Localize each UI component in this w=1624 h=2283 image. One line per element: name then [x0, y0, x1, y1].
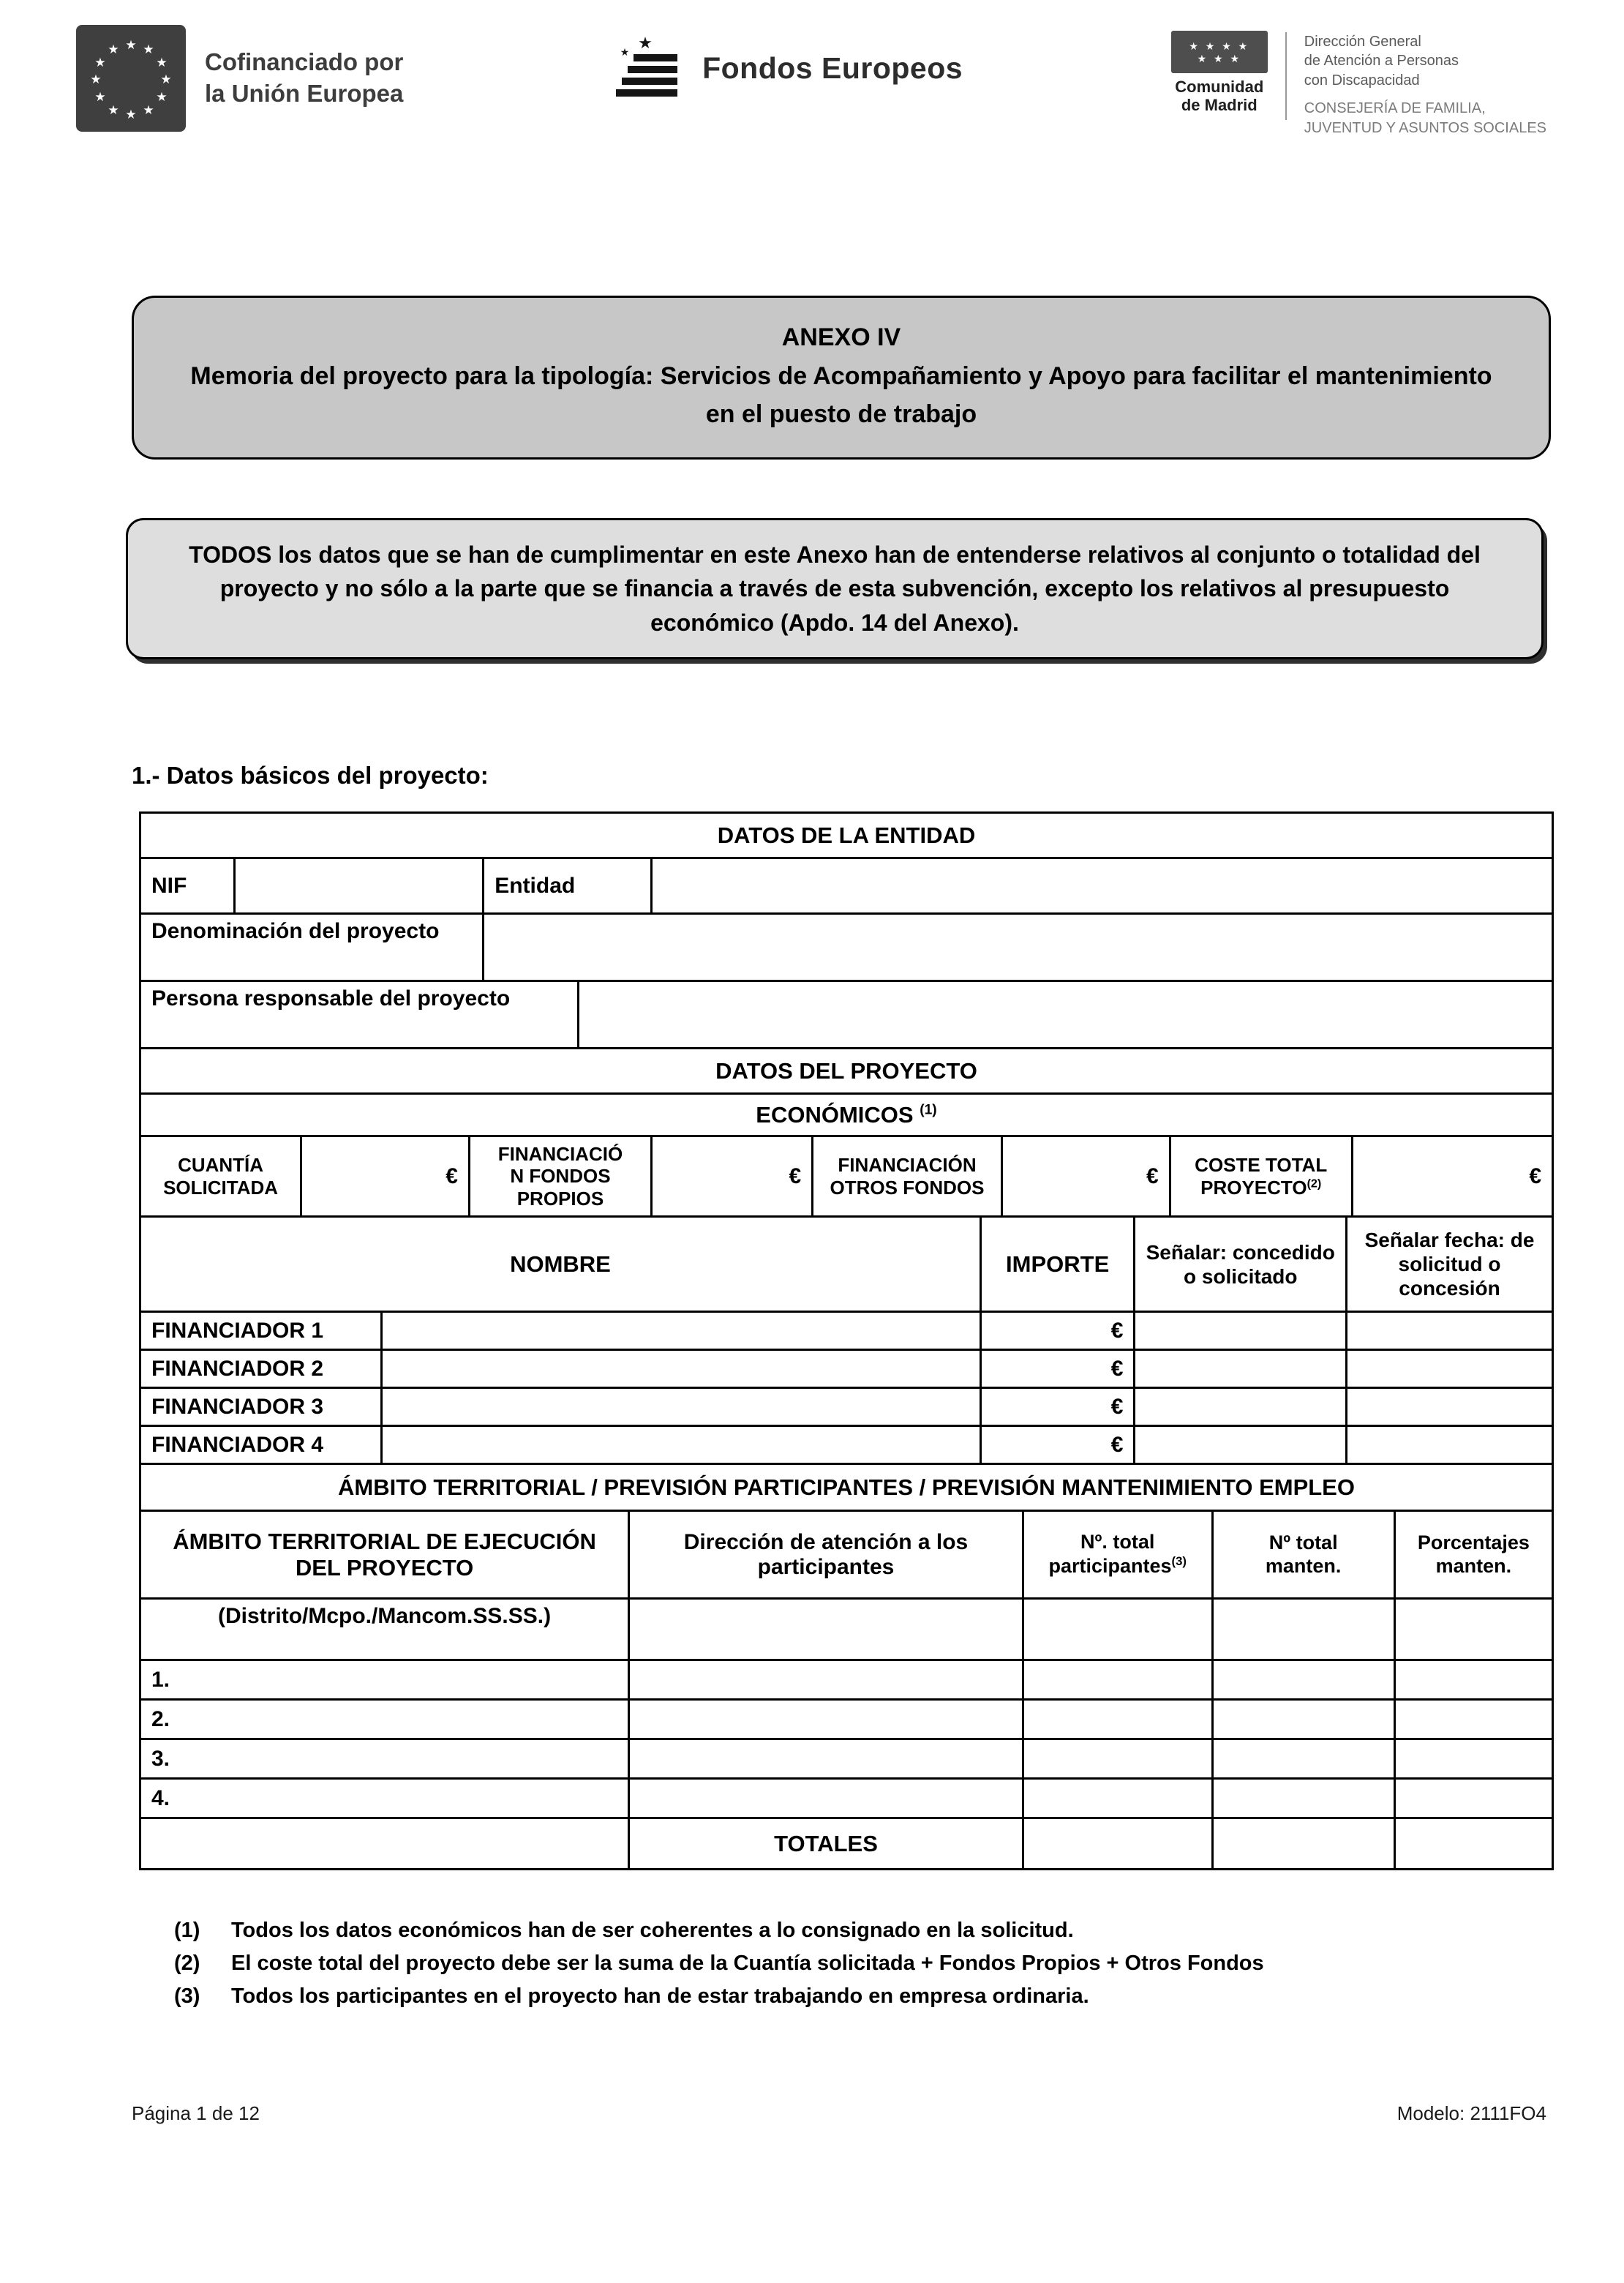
economics-row-table [139, 1135, 1554, 1218]
footnote-number: (3) [174, 1984, 200, 2009]
distrito-label: (Distrito/Mcpo./Mancom.SS.SS.) [140, 1599, 629, 1660]
svg-text:★: ★ [90, 72, 102, 87]
participantes-cell[interactable] [1023, 1700, 1212, 1739]
svg-text:★: ★ [156, 56, 168, 70]
svg-text:★: ★ [108, 42, 119, 57]
euro-symbol: € [446, 1163, 458, 1188]
cuantia-solicitada-value-cell[interactable] [301, 1136, 470, 1217]
porcentaje-cell[interactable] [1394, 1739, 1552, 1779]
madrid-flag-icon [1171, 31, 1268, 73]
totales-manten-cell[interactable] [1212, 1818, 1394, 1870]
euro-symbol: € [1529, 1163, 1541, 1188]
economicos-header: ECONÓMICOS $^{(1)}$ [140, 1094, 1553, 1136]
fondos-europeos-flag-icon [612, 35, 682, 101]
coste-total-label: COSTE TOTAL PROYECTO$^{(2)}$ [1170, 1136, 1352, 1217]
ambito-ejecucion-header: ÁMBITO TERRITORIAL DE EJECUCIÓN DEL PROYECTO [140, 1511, 629, 1599]
financiacion-otros-fondos-label: FINANCIACIÓN OTROS FONDOS [813, 1136, 1002, 1217]
direccion-cell[interactable] [629, 1700, 1023, 1739]
porcentajes-manten-header: Porcentajes manten. [1394, 1511, 1552, 1599]
header-logos [0, 0, 1624, 138]
participantes-cell[interactable] [1023, 1660, 1212, 1700]
annex-title: ANEXO IV [781, 323, 901, 351]
fondos-propios-value-cell[interactable] [652, 1136, 813, 1217]
row-number-label: 3. [140, 1739, 629, 1779]
participantes-cell[interactable] [1023, 1779, 1212, 1818]
svg-text:★: ★ [94, 56, 106, 70]
datos-proyecto-header: DATOS DEL PROYECTO [140, 1049, 1553, 1094]
financiador-nombre-cell[interactable] [382, 1312, 981, 1350]
manten-cell[interactable] [1212, 1599, 1394, 1660]
porcentaje-cell[interactable] [1394, 1599, 1552, 1660]
importe-column-header: IMPORTE [980, 1217, 1134, 1312]
eu-cofinanced-logo [76, 25, 403, 132]
svg-text:★: ★ [125, 108, 137, 122]
financiador-senalar-cell[interactable] [1135, 1426, 1347, 1464]
madrid-consejeria-line1: CONSEJERÍA DE FAMILIA, [1304, 100, 1486, 117]
financiador-fecha-cell[interactable] [1347, 1426, 1553, 1464]
direccion-cell[interactable] [629, 1599, 1023, 1660]
denominacion-row-table [139, 912, 1554, 982]
footnote-number: (2) [174, 1952, 200, 1976]
euro-symbol: € [1110, 1356, 1124, 1381]
otros-fondos-value-cell[interactable] [1001, 1136, 1170, 1217]
euro-symbol: € [789, 1163, 802, 1188]
financiador-fecha-cell[interactable] [1347, 1312, 1553, 1350]
financiador-nombre-cell[interactable] [382, 1350, 981, 1388]
denominacion-value-cell[interactable] [484, 914, 1553, 981]
project-headers-table [139, 1047, 1554, 1137]
footnote-number: (1) [174, 1919, 200, 1943]
footnote-text: Todos los datos económicos han de ser coherentes a lo consignado en la solicitud. [231, 1919, 1074, 1943]
participantes-cell[interactable] [1023, 1599, 1212, 1660]
madrid-name-line1: Comunidad [1175, 78, 1264, 96]
economicos-footnote-ref: (1) [920, 1102, 937, 1118]
notice-box [126, 518, 1544, 659]
madrid-dept-line1: Dirección General [1304, 34, 1421, 50]
svg-text:★: ★ [156, 90, 168, 105]
entidad-label: Entidad [484, 858, 652, 914]
euro-symbol: € [1110, 1318, 1124, 1343]
senalar-fecha-column-header: Señalar fecha: de solicitud o concesión [1347, 1217, 1553, 1312]
ambito-header-table [139, 1463, 1554, 1512]
madrid-department-text [1304, 31, 1546, 138]
page-footer [132, 2102, 1546, 2125]
financiador-importe-cell[interactable] [980, 1388, 1134, 1426]
porcentaje-cell[interactable] [1394, 1700, 1552, 1739]
participantes-footnote-ref: (3) [1171, 1554, 1187, 1569]
denominacion-label: Denominación del proyecto [140, 914, 484, 981]
financiador-senalar-cell[interactable] [1135, 1350, 1347, 1388]
madrid-dept-line3: con Discapacidad [1304, 72, 1420, 89]
porcentaje-cell[interactable] [1394, 1779, 1552, 1818]
model-number: Modelo: 2111FO4 [1396, 2102, 1546, 2124]
direccion-atencion-header: Dirección de atención a los participantes [629, 1511, 1023, 1599]
eu-logo-line1: Cofinanciado por [205, 48, 404, 76]
financiador-fecha-cell[interactable] [1347, 1350, 1553, 1388]
ambito-grid-table [139, 1510, 1554, 1870]
section1-heading: 1.- Datos básicos del proyecto: [132, 762, 489, 790]
participantes-cell[interactable] [1023, 1739, 1212, 1779]
madrid-name-line2: de Madrid [1181, 95, 1258, 114]
totales-label: TOTALES [629, 1818, 1023, 1870]
coste-total-footnote-ref: (2) [1307, 1177, 1322, 1191]
manten-cell[interactable] [1212, 1700, 1394, 1739]
euro-symbol: € [1110, 1394, 1124, 1419]
footnote-2 [174, 1947, 1529, 1980]
fondos-europeos-logo [612, 35, 963, 101]
financiador-label: FINANCIADOR 1 [140, 1312, 382, 1350]
madrid-consejeria-line2: JUVENTUD Y ASUNTOS SOCIALES [1304, 119, 1546, 136]
footnote-text: Todos los participantes en el proyecto han de estar trabajando en empresa ordinaria. [231, 1984, 1089, 2009]
annex-title-box [132, 296, 1551, 460]
footnote-3 [174, 1980, 1529, 2013]
svg-text:★: ★ [638, 35, 653, 53]
nif-value-cell[interactable] [235, 858, 484, 914]
direccion-cell[interactable] [629, 1660, 1023, 1700]
direccion-cell[interactable] [629, 1739, 1023, 1779]
persona-row-table [139, 980, 1554, 1049]
num-participantes-header: Nº. total participantes$^{(3)}$ [1023, 1511, 1212, 1599]
manten-cell[interactable] [1212, 1660, 1394, 1700]
footnotes [174, 1914, 1529, 2013]
entidad-value-cell[interactable] [652, 858, 1553, 914]
financiador-fecha-cell[interactable] [1347, 1388, 1553, 1426]
ambito-territorial-header: ÁMBITO TERRITORIAL / PREVISIÓN PARTICIPANTES / PREVISIÓN MANTENIMIENTO EMPLEO [140, 1464, 1553, 1511]
senalar-column-header: Señalar: concedido o solicitado [1135, 1217, 1347, 1312]
manten-cell[interactable] [1212, 1739, 1394, 1779]
financiadores-table [139, 1215, 1554, 1465]
comunidad-madrid-logo [1171, 31, 1546, 138]
euro-symbol: € [1110, 1432, 1124, 1457]
row-number-label: 2. [140, 1700, 629, 1739]
persona-responsable-value-cell[interactable] [578, 981, 1552, 1049]
financiador-senalar-cell[interactable] [1135, 1312, 1347, 1350]
nif-row-table [139, 857, 1554, 915]
svg-text:★: ★ [108, 103, 119, 118]
nif-label: NIF [140, 858, 235, 914]
porcentaje-cell[interactable] [1394, 1660, 1552, 1700]
totales-porcentaje-cell[interactable] [1394, 1818, 1552, 1870]
svg-text:★: ★ [125, 38, 137, 53]
svg-text:★: ★ [620, 47, 630, 59]
madrid-dept-line2: de Atención a Personas [1304, 53, 1459, 70]
totales-spacer-cell [140, 1818, 629, 1870]
cuantia-solicitada-label: CUANTÍA SOLICITADA [140, 1136, 301, 1217]
svg-text:★: ★ [160, 72, 172, 87]
financiador-nombre-cell[interactable] [382, 1388, 981, 1426]
madrid-flag-stars-row2: ★ ★ ★ [1197, 52, 1241, 64]
eu-flag-icon [76, 25, 186, 132]
logo-divider [1285, 32, 1287, 120]
num-manten-header: Nº total manten. [1212, 1511, 1394, 1599]
manten-cell[interactable] [1212, 1779, 1394, 1818]
annex-subtitle: Memoria del proyecto para la tipología: Servicios de Acompañamiento y Apoyo para facilitar el mantenimiento en el puesto de trabajo [190, 361, 1492, 429]
notice-text: TODOS los datos que se han de cumplimentar en este Anexo han de entenderse relativos al conjunto o totalidad del proyecto y no sólo a la parte que se financia a través de esta subvención, excepto los relativos al presupuesto económico (Apdo. 14 del Anexo). [189, 541, 1481, 636]
page-number: Página 1 de 12 [132, 2102, 260, 2124]
entity-data-table [139, 811, 1554, 859]
financiacion-fondos-propios-label: FINANCIACIÓN FONDOS PROPIOS [469, 1136, 651, 1217]
financiador-importe-cell[interactable] [980, 1350, 1134, 1388]
svg-text:★: ★ [143, 42, 154, 57]
financiador-label: FINANCIADOR 2 [140, 1350, 382, 1388]
eu-logo-text [205, 47, 403, 110]
coste-total-value-cell[interactable] [1352, 1136, 1552, 1217]
totales-participantes-cell[interactable] [1023, 1818, 1212, 1870]
eu-logo-line2: la Unión Europea [205, 80, 404, 107]
financiador-label: FINANCIADOR 3 [140, 1388, 382, 1426]
footnote-text: El coste total del proyecto debe ser la suma de la Cuantía solicitada + Fondos Propios + Otros Fondos [231, 1952, 1264, 1976]
financiador-label: FINANCIADOR 4 [140, 1426, 382, 1464]
financiador-senalar-cell[interactable] [1135, 1388, 1347, 1426]
persona-responsable-label: Persona responsable del proyecto [140, 981, 579, 1049]
row-number-label: 4. [140, 1779, 629, 1818]
financiador-importe-cell[interactable] [980, 1426, 1134, 1464]
euro-symbol: € [1146, 1163, 1159, 1188]
svg-text:★: ★ [143, 103, 154, 118]
row-number-label: 1. [140, 1660, 629, 1700]
datos-entidad-header: DATOS DE LA ENTIDAD [140, 813, 1553, 858]
nombre-column-header: NOMBRE [140, 1217, 981, 1312]
financiador-nombre-cell[interactable] [382, 1426, 981, 1464]
fondos-europeos-label: Fondos Europeos [702, 50, 963, 85]
direccion-cell[interactable] [629, 1779, 1023, 1818]
financiador-importe-cell[interactable] [980, 1312, 1134, 1350]
svg-text:★: ★ [94, 90, 106, 105]
footnote-1 [174, 1914, 1529, 1947]
comunidad-madrid-flag [1171, 31, 1268, 114]
madrid-flag-stars-row1: ★ ★ ★ ★ [1189, 40, 1250, 52]
